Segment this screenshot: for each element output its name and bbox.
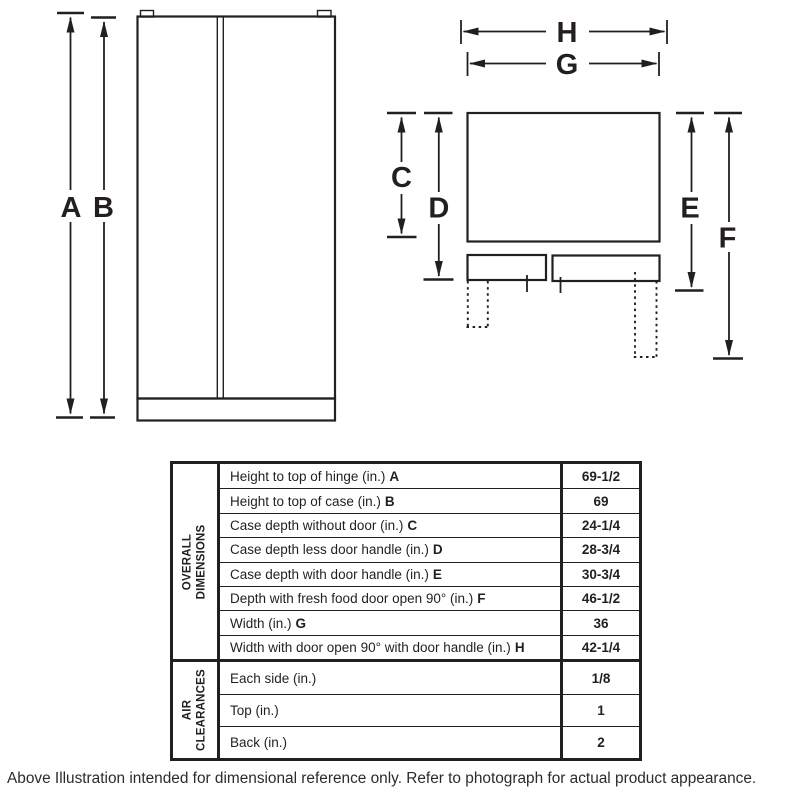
row-label: Width (in.) G (220, 611, 563, 634)
row-value: 46-1/2 (581, 591, 621, 607)
dim-g (468, 49, 660, 81)
row-label: Top (in.) (220, 695, 563, 726)
fridge-top-view (467, 113, 660, 357)
dim-c (387, 113, 417, 237)
dim-letter: G (295, 615, 307, 631)
dim-a (56, 13, 84, 418)
row-value: 69 (593, 493, 609, 509)
table-row (220, 562, 639, 586)
row-value: 42-1/4 (581, 639, 621, 655)
air-header-line-1: AIR (181, 699, 194, 721)
air-clearances-section (173, 659, 639, 758)
dim-label-a: A (60, 192, 82, 224)
dim-letter: C (407, 517, 418, 533)
table-row (220, 635, 639, 659)
row-value: 2 (597, 735, 605, 751)
overall-header-line-2: DIMENSIONS (195, 524, 207, 599)
air-clearances-header (173, 662, 220, 758)
row-value: 30-3/4 (581, 566, 621, 582)
fresh-food-door-open-outline (634, 272, 658, 357)
table-row (220, 586, 639, 610)
dim-d (424, 113, 454, 280)
row-value: 1/8 (591, 670, 611, 686)
table-row (220, 694, 639, 726)
row-label: Case depth with door handle (in.) E (220, 563, 563, 586)
row-value: 1 (597, 703, 605, 719)
dim-label-f: F (718, 222, 737, 255)
dim-f (713, 113, 743, 359)
dim-letter: F (477, 591, 486, 607)
dim-letter: A (389, 468, 400, 484)
dim-h (461, 17, 667, 49)
overall-dimensions-section (173, 464, 639, 659)
dim-label-d: D (428, 192, 450, 225)
table-row (220, 513, 639, 537)
dim-label-c: C (391, 162, 412, 194)
table-row (220, 488, 639, 512)
reference-note: Above Illustration intended for dimensional reference only. Refer to photograph for actual product appearance. (7, 770, 757, 787)
dim-label-e: E (680, 192, 700, 225)
dim-letter: H (514, 639, 525, 655)
dim-letter: E (432, 566, 442, 582)
dim-label-b: B (93, 192, 114, 224)
dim-e (675, 113, 704, 291)
table-row (220, 726, 639, 758)
overall-header-line-1: OVERALL (181, 533, 194, 590)
dim-b (90, 18, 116, 418)
row-label: Depth with fresh food door open 90° (in.) F (220, 587, 563, 610)
row-label: Height to top of hinge (in.) A (220, 464, 563, 488)
row-value: 24-1/4 (581, 517, 621, 533)
dim-label-g: G (555, 49, 579, 81)
table-row (220, 537, 639, 561)
row-label: Height to top of case (in.) B (220, 489, 563, 512)
row-label: Case depth without door (in.) C (220, 514, 563, 537)
case-top-view (468, 113, 660, 242)
table-row (220, 464, 639, 488)
fridge-kick-plate (138, 399, 336, 421)
row-label: Case depth less door handle (in.) D (220, 538, 563, 561)
fresh-food-door-top-view (553, 256, 660, 282)
freezer-door-open-outline (467, 281, 490, 327)
dim-letter: D (432, 542, 443, 558)
table-row (220, 662, 639, 694)
air-header-line-2: CLEARANCES (195, 669, 207, 752)
row-label: Width with door open 90° with door handle (in.) H (220, 636, 563, 659)
row-value: 69-1/2 (581, 468, 621, 484)
row-value: 28-3/4 (581, 542, 621, 558)
row-label: Each side (in.) (220, 662, 563, 694)
table-row (220, 610, 639, 634)
dim-label-h: H (556, 17, 578, 49)
freezer-door-top-view (468, 255, 547, 280)
overall-dimensions-header (173, 464, 220, 659)
row-value: 36 (593, 615, 609, 631)
row-label: Back (in.) (220, 727, 563, 758)
dimensions-table (170, 461, 642, 761)
fridge-front-view (138, 11, 336, 421)
dim-letter: B (384, 493, 395, 509)
fridge-case (138, 17, 336, 399)
